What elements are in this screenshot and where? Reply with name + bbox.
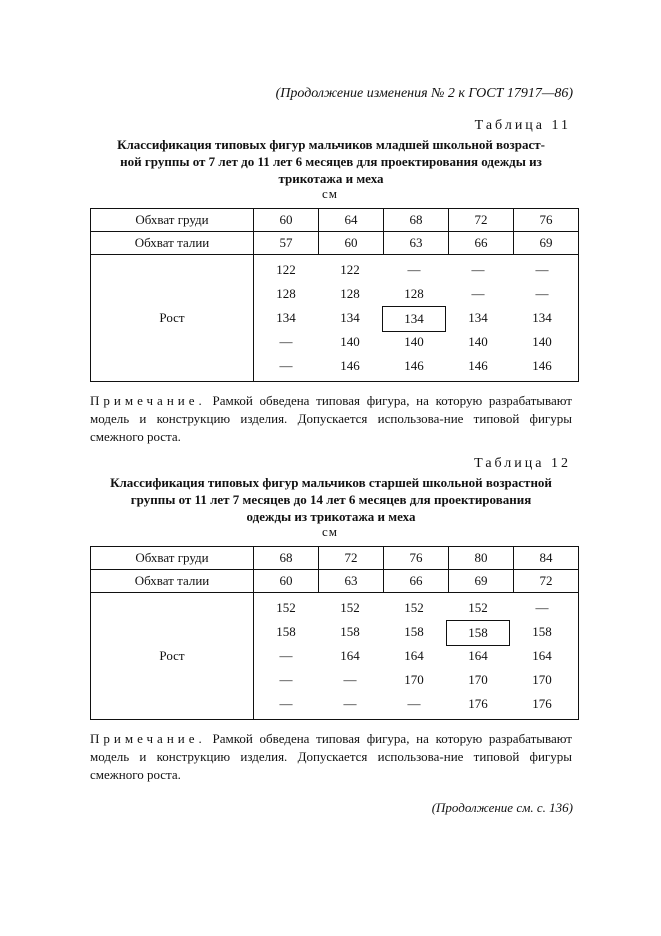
- cell: 134: [468, 310, 488, 325]
- table-row: [91, 570, 579, 593]
- cell: 76: [384, 547, 449, 570]
- cell: 64: [319, 209, 384, 232]
- cell: 170: [404, 672, 424, 687]
- cell: 128: [404, 286, 424, 301]
- table-12-title: [88, 474, 574, 525]
- cell: 170: [532, 672, 552, 687]
- cell: 128: [340, 286, 360, 301]
- height-block: [254, 593, 579, 720]
- height-columns: [254, 258, 578, 378]
- row-label-waist: Обхват талии: [91, 232, 254, 255]
- cell: 146: [404, 358, 424, 373]
- table-12-label: Таблица 12: [474, 456, 571, 471]
- title-line: Классификация типовых фигур мальчиков старшей школьной возрастной: [110, 475, 552, 490]
- row-label-height: Рост: [91, 593, 254, 720]
- cell: 84: [514, 547, 579, 570]
- cell: 158: [404, 624, 424, 639]
- note-prefix: Примечание.: [90, 731, 206, 746]
- cell: 152: [276, 600, 296, 615]
- typical-figure-frame: 158: [446, 620, 510, 646]
- cell: —: [343, 672, 357, 687]
- title-line: одежды из трикотажа и меха: [246, 509, 416, 524]
- cell: 140: [404, 334, 424, 349]
- cell: 164: [404, 648, 424, 663]
- cell: 134: [276, 310, 296, 325]
- cell: 146: [340, 358, 360, 373]
- note-text: Рамкой обведена типовая фигура, на которую разрабатывают модель и конструкцию изделия. Допускается использова-ние типовой фигуры смежного роста.: [90, 393, 572, 444]
- cell: 63: [319, 570, 384, 593]
- cell: 146: [532, 358, 552, 373]
- cell: 152: [340, 600, 360, 615]
- cell: 134: [340, 310, 360, 325]
- cell: 72: [449, 209, 514, 232]
- height-col: [510, 258, 574, 378]
- height-columns: [254, 596, 578, 716]
- cell: 72: [514, 570, 579, 593]
- table-11-note: [90, 392, 572, 446]
- row-label-chest: Обхват груди: [91, 547, 254, 570]
- cell: 60: [254, 209, 319, 232]
- cell: 134: [532, 310, 552, 325]
- cell: 164: [532, 648, 552, 663]
- table-12-unit: см: [322, 524, 338, 539]
- height-col: [510, 596, 574, 716]
- title-line: ной группы от 7 лет до 11 лет 6 месяцев для проектирования одежды из: [120, 154, 542, 169]
- table-row: [91, 232, 579, 255]
- title-line: Классификация типовых фигур мальчиков младшей школьной возраст-: [117, 137, 545, 152]
- cell: 66: [384, 570, 449, 593]
- cell: 176: [532, 696, 552, 711]
- cell: —: [279, 672, 293, 687]
- cell: —: [535, 262, 549, 277]
- cell: 158: [532, 624, 552, 639]
- height-col: [318, 258, 382, 378]
- cell: —: [535, 600, 549, 615]
- cell: 164: [468, 648, 488, 663]
- cell: 57: [254, 232, 319, 255]
- height-col: [446, 596, 510, 716]
- note-text: Рамкой обведена типовая фигура, на которую разрабатывают модель и конструкцию изделия. Допускается использова-ние типовой фигуры смежного роста.: [90, 731, 572, 782]
- row-label-chest: Обхват груди: [91, 209, 254, 232]
- height-col: [382, 596, 446, 716]
- table-row: [91, 209, 579, 232]
- cell: 68: [254, 547, 319, 570]
- table-11-label: Таблица 11: [474, 118, 571, 133]
- title-line: группы от 11 лет 7 месяцев до 14 лет 6 месяцев для проектирования: [130, 492, 532, 507]
- cell: 152: [468, 600, 488, 615]
- cell: —: [535, 286, 549, 301]
- table-11-unit: см: [322, 186, 338, 201]
- note-prefix: Примечание.: [90, 393, 206, 408]
- table-row-height: [91, 255, 579, 382]
- cell: —: [279, 696, 293, 711]
- cell: 122: [340, 262, 360, 277]
- table-12-note: [90, 730, 572, 784]
- cell: 164: [340, 648, 360, 663]
- cell: 69: [449, 570, 514, 593]
- height-col: [254, 596, 318, 716]
- cell: 146: [468, 358, 488, 373]
- typical-figure-cell: [446, 620, 510, 644]
- typical-figure-cell: [382, 306, 446, 330]
- cell: —: [471, 262, 485, 277]
- cell: —: [407, 696, 421, 711]
- page-header: (Продолжение изменения № 2 к ГОСТ 17917—86): [275, 86, 573, 101]
- title-line: трикотажа и меха: [278, 171, 384, 186]
- cell: —: [279, 648, 293, 663]
- cell: —: [279, 358, 293, 373]
- height-block: [254, 255, 579, 382]
- height-col: [446, 258, 510, 378]
- cell: 69: [514, 232, 579, 255]
- table-12: [90, 546, 579, 720]
- cell: 68: [384, 209, 449, 232]
- table-11: [90, 208, 579, 382]
- cell: —: [407, 262, 421, 277]
- table-row-height: [91, 593, 579, 720]
- row-label-waist: Обхват талии: [91, 570, 254, 593]
- cell: 152: [404, 600, 424, 615]
- page-footer: (Продолжение см. с. 136): [431, 800, 573, 815]
- height-col: [382, 258, 446, 378]
- cell: —: [343, 696, 357, 711]
- cell: 128: [276, 286, 296, 301]
- typical-figure-frame: 134: [382, 306, 446, 332]
- cell: 170: [468, 672, 488, 687]
- cell: 158: [340, 624, 360, 639]
- cell: 158: [276, 624, 296, 639]
- cell: 176: [468, 696, 488, 711]
- cell: 140: [340, 334, 360, 349]
- cell: 63: [384, 232, 449, 255]
- cell: 66: [449, 232, 514, 255]
- height-col: [318, 596, 382, 716]
- cell: 140: [468, 334, 488, 349]
- row-label-height: Рост: [91, 255, 254, 382]
- cell: 80: [449, 547, 514, 570]
- cell: 122: [276, 262, 296, 277]
- height-col: [254, 258, 318, 378]
- cell: —: [279, 334, 293, 349]
- cell: 76: [514, 209, 579, 232]
- cell: 60: [254, 570, 319, 593]
- cell: 72: [319, 547, 384, 570]
- cell: —: [471, 286, 485, 301]
- table-11-title: [88, 136, 574, 187]
- cell: 140: [532, 334, 552, 349]
- cell: 60: [319, 232, 384, 255]
- table-row: [91, 547, 579, 570]
